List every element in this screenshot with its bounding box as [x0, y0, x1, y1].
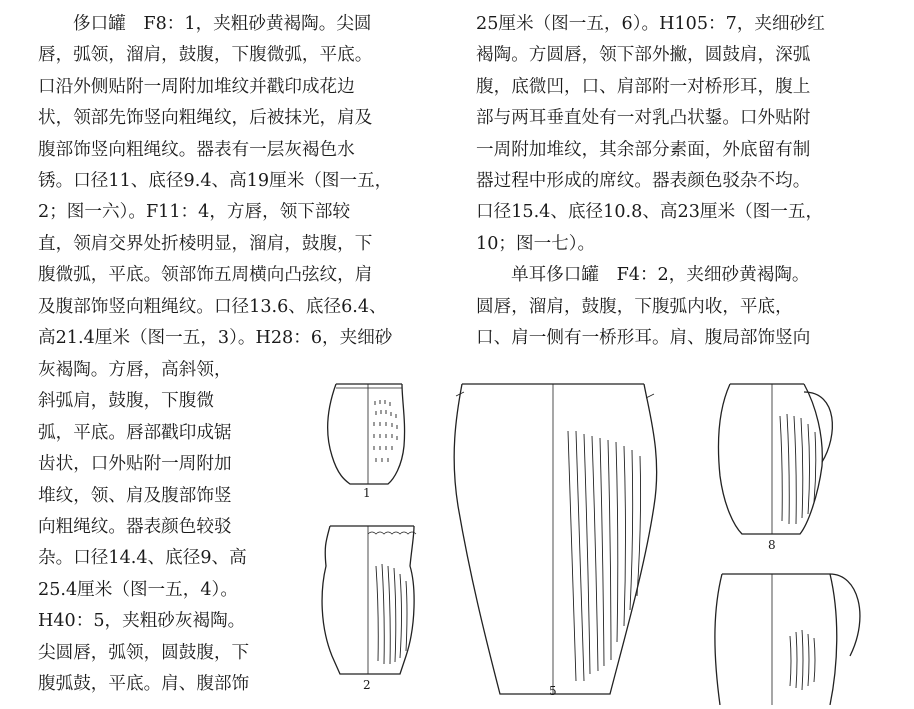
text-line: 单耳侈口罐 F4：2，夹细砂黄褐陶。: [511, 265, 810, 286]
text-column-narrow: [38, 355, 278, 700]
pottery-drawings: [310, 376, 914, 705]
text-line: 腹弧鼓，平底。肩、腹部饰: [38, 673, 250, 694]
text-line: H40：5，夹粗砂灰褐陶。: [38, 611, 246, 632]
text-line: 灰褐陶。方唇，高斜领，: [38, 360, 232, 380]
text-line: 器过程中形成的席纹。器表颜色驳杂不均。: [476, 170, 811, 191]
text-line: 圆唇，溜肩，鼓腹，下腹弧内收，平底，: [476, 296, 793, 317]
text-line: 10；图一七）。: [476, 233, 596, 254]
text-line: 及腹部饰竖向粗绳纹。口径13.6、底径6.4、: [38, 296, 387, 317]
text-line: 状，领部先饰竖向粗绳纹，后被抹光，肩及: [38, 108, 373, 129]
text-line: 口、肩一侧有一桥形耳。肩、腹局部饰竖向: [476, 327, 811, 348]
pottery-jar-2: [322, 526, 416, 674]
text-line: 锈。口径11、底径9.4、高19厘米（图一五，: [38, 170, 393, 191]
pottery-jar-partial: [715, 574, 860, 705]
text-line: 腹部饰竖向粗绳纹。器表有一层灰褐色水: [38, 139, 355, 160]
text-line: 口径15.4、底径10.8、高23厘米（图一五，: [476, 202, 824, 223]
text-line: 25厘米（图一五，6）。H105：7，夹细砂红: [476, 14, 825, 34]
text-line: 齿状，口外贴附一周附加: [38, 454, 232, 475]
text-column-right: [476, 9, 876, 354]
text-line: 弧，平底。唇部戳印成锯: [38, 422, 232, 443]
text-line: 一周附加堆纹，其余部分素面，外底留有制: [476, 139, 811, 160]
text-line: 腹微弧，平底。领部饰五周横向凸弦纹，肩: [38, 265, 373, 286]
text-line: 杂。口径14.4、底径9、高: [38, 548, 247, 569]
pottery-figure-plate: [310, 376, 914, 705]
figure-label-5: 5: [549, 684, 557, 698]
text-line: 唇，弧领，溜肩，鼓腹，下腹微弧，平底。: [38, 45, 373, 66]
text-line: 尖圆唇，弧领，圆鼓腹，下: [38, 642, 250, 663]
text-line: 2；图一六）。F11：4，方唇，领下部较: [38, 202, 351, 223]
text-line: 25.4厘米（图一五，4）。: [38, 579, 238, 600]
text-line: 腹，底微凹，口、肩部附一对桥形耳，腹上: [476, 76, 811, 97]
pottery-jar-8: [718, 384, 832, 534]
figure-label-8: 8: [768, 538, 776, 552]
text-line: 高21.4厘米（图一五，3）。H28：6，夹细砂: [38, 327, 393, 348]
text-column-left: [38, 9, 433, 354]
text-line: 侈口罐 F8：1，夹粗砂黄褐陶。尖圆: [73, 14, 372, 34]
figure-label-1: 1: [363, 486, 371, 500]
text-line: 向粗绳纹。器表颜色较驳: [38, 516, 232, 537]
pottery-jar-5: [454, 384, 657, 694]
text-line: 口沿外侧贴附一周附加堆纹并戳印成花边: [38, 76, 355, 97]
text-line: 斜弧肩，鼓腹，下腹微: [38, 391, 214, 412]
figure-label-2: 2: [363, 678, 371, 692]
text-line: 直，领肩交界处折棱明显，溜肩，鼓腹，下: [38, 233, 373, 254]
pottery-jar-1: [328, 384, 405, 484]
text-line: 褐陶。方圆唇，领下部外撇，圆鼓肩，深弧: [476, 45, 811, 66]
text-line: 部与两耳垂直处有一对乳凸状鋬。口外贴附: [476, 108, 811, 129]
text-line: 堆纹，领、肩及腹部饰竖: [38, 485, 232, 506]
